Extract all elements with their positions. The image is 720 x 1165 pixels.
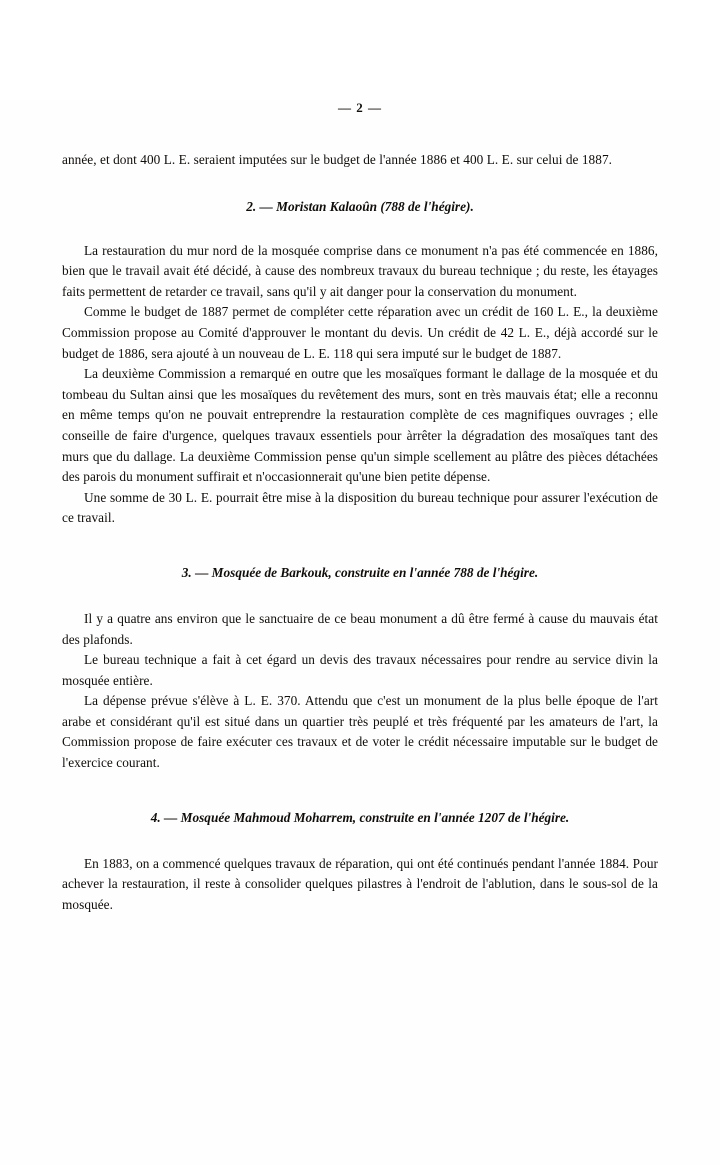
page-number: — 2 — xyxy=(338,100,382,115)
section-4 xyxy=(62,810,658,916)
section-2-heading: 2. — Moristan Kalaoûn (788 de l'hégire). xyxy=(246,198,474,214)
section-3-paragraph-2: Le bureau technique a fait à cet égard un devis des travaux nécessaires pour rendre au service divin la mosquée entière. xyxy=(62,652,658,688)
opening-paragraph: année, et dont 400 L. E. seraient imputées sur le budget de l'année 1886 et 400 L. E. sur celui de 1887. xyxy=(62,152,613,167)
section-2 xyxy=(62,199,658,529)
section-2-paragraph-2: Comme le budget de 1887 permet de compléter cette réparation avec un crédit de 160 L. E., la deuxième Commission propose au Comité d'approuver le montant du devis. Un crédit de 42 L. E., déjà accordé sur le budget de 1886, sera ajouté à un nouveau de L. E. 118 qui sera imputé sur le budget de 1887. xyxy=(62,304,658,361)
section-2-paragraph-4: Une somme de 30 L. E. pourrait être mise à la disposition du bureau technique pour assurer l'exécution de ce travail. xyxy=(62,489,658,526)
section-3-paragraph-3: La dépense prévue s'élève à L. E. 370. Attendu que c'est un monument de la plus belle époque de l'art arabe et considérant qu'il est situé dans un quartier très peuplé et très fréquenté par les amateurs de l'art, la Commission propose de faire exécuter ces travaux et de voter le crédit nécessaire imputable sur le budget de l'exercice courant. xyxy=(62,693,658,771)
section-4-paragraph-1: En 1883, on a commencé quelques travaux de réparation, qui ont été continués pendant l'année 1884. Pour achever la restauration, il reste à consolider quelques pilastres à l'endroit de l'ablution, dans le sous-sol de la mosquée. xyxy=(62,855,658,912)
section-3-heading: 3. — Mosquée de Barkouk, construite en l'année 788 de l'hégire. xyxy=(181,564,539,580)
section-3-paragraph-1: Il y a quatre ans environ que le sanctuaire de ce beau monument a dû être fermé à cause du mauvais état des plafonds. xyxy=(62,610,658,647)
document-page xyxy=(0,100,720,1165)
section-2-paragraph-1: La restauration du mur nord de la mosquée comprise dans ce monument n'a pas été commencée en 1886, bien que le travail avait été décidé, à cause des nombreux travaux du bureau technique ; du reste, les étayages faits permettent de retarder ce travail, sans qu'il y ait danger pour la conservation du monument. xyxy=(62,242,658,299)
section-4-heading: 4. — Mosquée Mahmoud Moharrem, construite en l'année 1207 de l'hégire. xyxy=(150,809,570,825)
section-2-paragraph-3: La deuxième Commission a remarqué en outre que les mosaïques formant le dallage de la mosquée et du tombeau du Sultan ainsi que les mosaïques du revêtement des murs, sont en très mauvais état; elle a reconnu en même temps qu'on ne pouvait entreprendre la restauration complète de ces magnifiques ouvrages ; elle conseille de faire d'urgence, quelques travaux essentiels pour àrrêter la dégradation des mosaïques tant des murs que du dallage. La deuxième Commission pense qu'un simple scellement au plâtre des pièces détachées des parois du monument suffirait et n'occasionnerait qu'une bien petite dépense. xyxy=(62,366,658,485)
section-3 xyxy=(62,565,658,774)
document-body xyxy=(62,150,658,915)
